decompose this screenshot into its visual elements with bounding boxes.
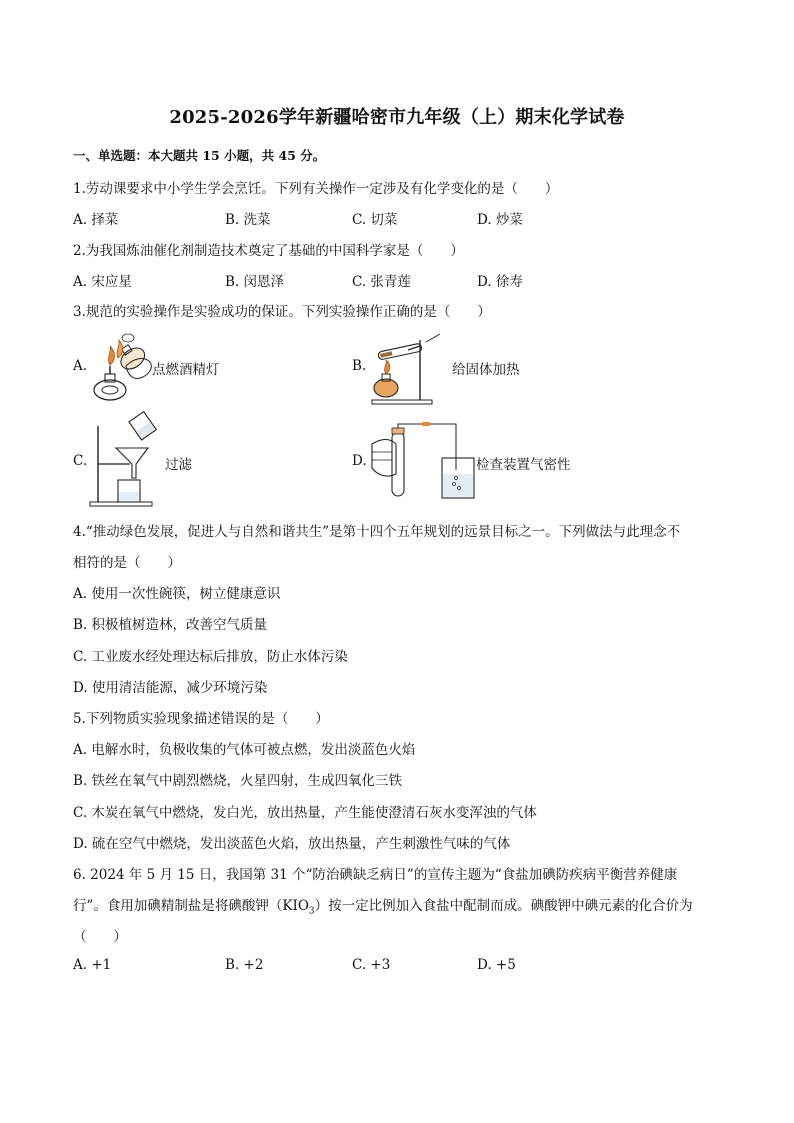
question-3-option-b-text: 给固体加热 [452,362,520,378]
question-3-option-b-letter: B. [352,358,367,374]
question-3-option-d-letter: D. [352,453,367,469]
question-6-stem-line-3: （ ） [73,929,127,945]
heating-solid-figure [368,330,448,406]
question-3-stem: 3.规范的实验操作是实验成功的保证。下列实验操作正确的是（ ） [73,304,491,320]
question-1-option-c: C. 切菜 [352,212,398,228]
question-1-stem: 1.劳动课要求中小学生学会烹饪。下列有关操作一定涉及有化学变化的是（ ） [73,181,559,197]
question-6-stem-part-2: ）按一定比例加入食盐中配制而成。碘酸钾中碘元素的化合价为 [314,898,693,914]
exam-title: 2025-2026学年新疆哈密市九年级（上）期末化学试卷 [169,107,625,128]
question-6-option-b: B. +2 [225,957,264,973]
question-5-option-a: A. 电解水时，负极收集的气体可被点燃，发出淡蓝色火焰 [73,742,416,758]
question-4-option-b: B. 积极植树造林，改善空气质量 [73,617,268,633]
iodate-subscript: 3 [308,906,315,917]
question-1-option-b: B. 洗菜 [225,212,271,228]
question-6-option-a: A. +1 [73,957,112,973]
question-3-option-c-letter: C. [73,453,88,469]
question-4-stem-line-1: 4.“推动绿色发展，促进人与自然和谐共生”是第十四个五年规划的远景目标之一。下列做法与此理念不 [73,524,681,540]
filtration-figure [88,408,168,508]
question-2-option-b: B. 闵恩泽 [225,274,285,290]
question-4-option-a: A. 使用一次性碗筷，树立健康意识 [73,586,281,602]
question-6-stem-line-2 [73,894,693,917]
question-5-option-c: C. 木炭在氧气中燃烧，发白光，放出热量，产生能使澄清石灰水变浑浊的气体 [73,805,537,821]
question-5-option-b: B. 铁丝在氧气中剧烈燃烧，火星四射，生成四氧化三铁 [73,773,403,789]
question-6-option-d: D. +5 [477,957,516,973]
question-5-option-d: D. 硫在空气中燃烧，发出淡蓝色火焰，放出热量，产生刺激性气味的气体 [73,836,511,852]
question-2-stem: 2.为我国炼油催化剂制造技术奠定了基础的中国科学家是（ ） [73,243,464,259]
question-1-option-a: A. 择菜 [73,212,119,228]
airtightness-check-figure [368,422,478,502]
question-3-option-d-text: 检查装置气密性 [476,457,571,473]
question-3-option-a-text: 点燃酒精灯 [152,362,220,378]
lighting-alcohol-lamp-figure [88,328,160,408]
question-6-option-c: C. +3 [352,957,391,973]
question-2-option-c: C. 张青莲 [352,274,411,290]
question-4-stem-line-2: 相符的是（ ） [73,555,181,571]
question-4-option-d: D. 使用清洁能源，减少环境污染 [73,680,268,696]
question-3-option-c-text: 过滤 [165,457,192,473]
question-2-option-d: D. 徐寿 [477,274,523,290]
section-heading: 一、单选题：本大题共 15 小题，共 45 分。 [73,148,326,163]
question-3-option-a-letter: A. [73,358,88,374]
question-5-stem: 5.下列物质实验现象描述错误的是（ ） [73,711,329,727]
question-6-stem-line-1: 6. 2024 年 5 月 15 日，我国第 31 个“防治碘缺乏病日”的宣传主题为“食盐加碘防疾病平衡营养健康 [73,867,678,883]
question-2-option-a: A. 宋应星 [73,274,132,290]
question-4-option-c: C. 工业废水经处理达标后排放，防止水体污染 [73,649,348,665]
question-1-option-d: D. 炒菜 [477,212,523,228]
question-6-stem-part-1: 行”。食用加碘精制盐是将碘酸钾（KIO [73,898,309,914]
